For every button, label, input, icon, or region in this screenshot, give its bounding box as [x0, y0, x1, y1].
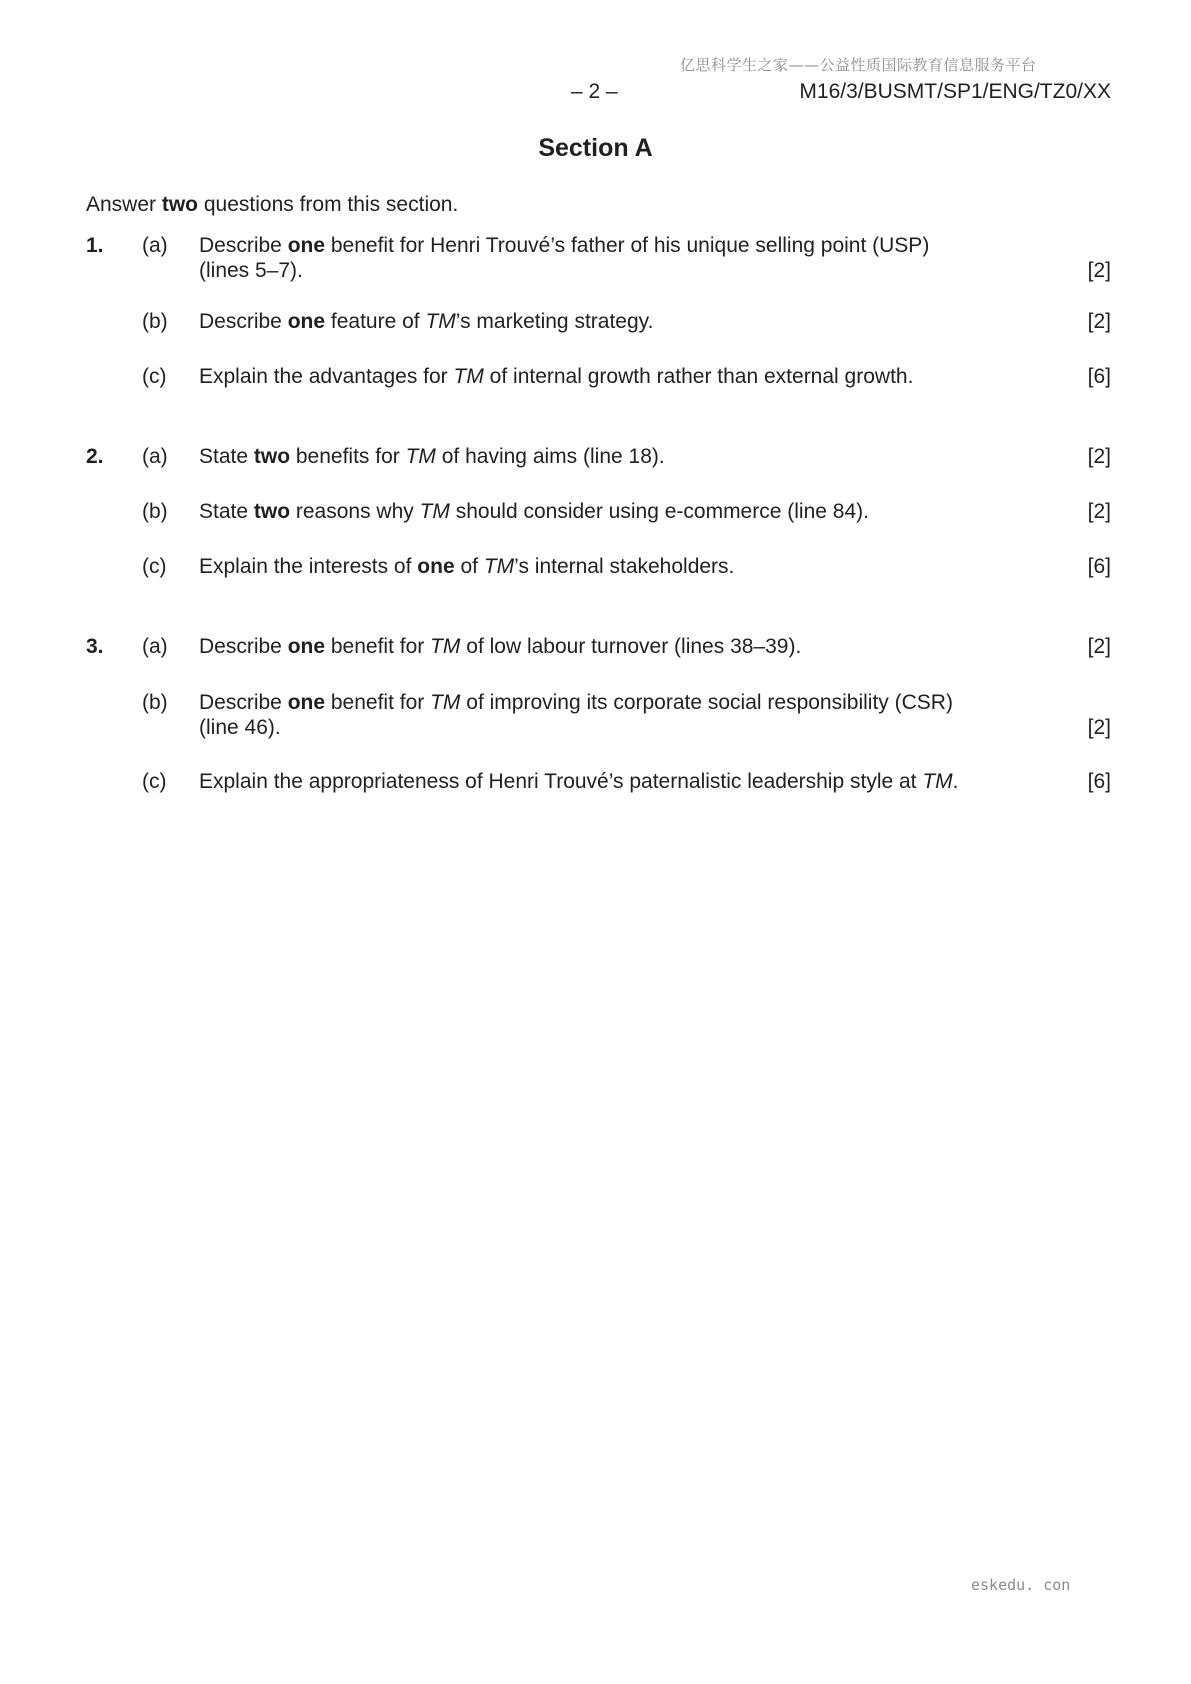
bold-text: one — [417, 555, 455, 578]
question-text — [199, 364, 1019, 389]
marks: [2] — [1087, 310, 1111, 333]
text-run: of — [454, 555, 484, 578]
page-number: – 2 – — [571, 80, 618, 103]
part-label: (c) — [142, 365, 167, 388]
question-text-line — [199, 499, 1019, 524]
marks: [2] — [1087, 500, 1111, 523]
italic-text: TM — [419, 500, 450, 523]
question-text-line — [199, 364, 1019, 389]
text-run: Explain the appropriateness of Henri Trouvé’s paternalistic leadership style at — [199, 770, 923, 793]
text-run: Describe — [199, 234, 288, 257]
marks: [2] — [1087, 445, 1111, 468]
bold-text: two — [161, 193, 199, 216]
question-text — [199, 554, 1019, 579]
text-run: Answer — [86, 193, 162, 216]
bold-text: two — [253, 445, 291, 468]
marks: [6] — [1087, 555, 1111, 578]
text-run: (lines 5–7). — [199, 259, 303, 282]
part-label: (a) — [142, 445, 168, 468]
bold-text: one — [287, 234, 326, 257]
text-run: State — [199, 500, 254, 523]
question-text-line — [199, 690, 1019, 715]
question-text-line — [199, 258, 1019, 283]
part-label: (b) — [142, 500, 168, 523]
text-run: benefit for Henri Trouvé’s father of his unique selling point (USP) — [325, 234, 930, 257]
question-text-line — [199, 634, 1019, 659]
marks: [6] — [1087, 770, 1111, 793]
question-text-line — [199, 444, 1019, 469]
marks: [2] — [1087, 635, 1111, 658]
bold-text: one — [287, 635, 326, 658]
text-run: . — [952, 770, 959, 793]
text-run: benefits for — [290, 445, 406, 468]
question-text — [199, 444, 1019, 469]
text-run: Describe — [199, 635, 288, 658]
question-text — [199, 769, 1019, 794]
question-number: 2. — [86, 445, 104, 468]
question-text-line — [199, 309, 1019, 334]
question-number: 3. — [86, 635, 104, 658]
question-text — [199, 499, 1019, 524]
question-text-line — [199, 233, 1019, 258]
section-instruction — [86, 193, 458, 217]
marks: [6] — [1087, 365, 1111, 388]
bold-text: one — [287, 691, 326, 714]
question-text-line — [199, 769, 1019, 794]
part-label: (b) — [142, 691, 168, 714]
text-run: benefit for — [325, 691, 431, 714]
question-text — [199, 634, 1019, 659]
marks: [2] — [1087, 259, 1111, 282]
italic-text: TM — [453, 365, 484, 388]
question-text — [199, 309, 1019, 334]
part-label: (a) — [142, 635, 168, 658]
italic-text: TM — [922, 770, 953, 793]
text-run: of internal growth rather than external growth. — [483, 365, 914, 388]
italic-text: TM — [425, 310, 456, 333]
text-run: feature of — [325, 310, 426, 333]
question-number: 1. — [86, 234, 104, 257]
text-run: benefit for — [325, 635, 431, 658]
text-run: of low labour turnover (lines 38–39). — [460, 635, 802, 658]
header-watermark: 亿思科学生之家——公益性质国际教育信息服务平台 — [680, 56, 1037, 74]
section-title: Section A — [538, 134, 653, 162]
bold-text: one — [287, 310, 326, 333]
text-run: ’s marketing strategy. — [455, 310, 654, 333]
text-run: Explain the interests of — [199, 555, 418, 578]
part-label: (c) — [142, 770, 167, 793]
text-run: of having aims (line 18). — [435, 445, 665, 468]
text-run: State — [199, 445, 254, 468]
text-run: should consider using e-commerce (line 84). — [449, 500, 869, 523]
text-run: of improving its corporate social responsibility (CSR) — [460, 691, 953, 714]
part-label: (a) — [142, 234, 168, 257]
question-text-line — [199, 715, 1019, 740]
question-text — [199, 233, 1019, 283]
footer-watermark: eskedu. con — [971, 1576, 1071, 1594]
question-text-line — [199, 554, 1019, 579]
text-run: questions from this section. — [198, 193, 459, 216]
part-label: (c) — [142, 555, 167, 578]
text-run: Describe — [199, 310, 288, 333]
bold-text: two — [253, 500, 291, 523]
question-text — [199, 690, 1019, 740]
text-run: (line 46). — [199, 716, 281, 739]
italic-text: TM — [430, 635, 461, 658]
part-label: (b) — [142, 310, 168, 333]
italic-text: TM — [483, 555, 515, 578]
marks: [2] — [1087, 716, 1111, 739]
paper-code: M16/3/BUSMT/SP1/ENG/TZ0/XX — [799, 80, 1111, 103]
italic-text: TM — [430, 691, 461, 714]
text-run: Explain the advantages for — [199, 365, 454, 388]
text-run: reasons why — [290, 500, 420, 523]
text-run: ’s internal stakeholders. — [514, 555, 735, 578]
text-run: Describe — [199, 691, 288, 714]
italic-text: TM — [405, 445, 436, 468]
